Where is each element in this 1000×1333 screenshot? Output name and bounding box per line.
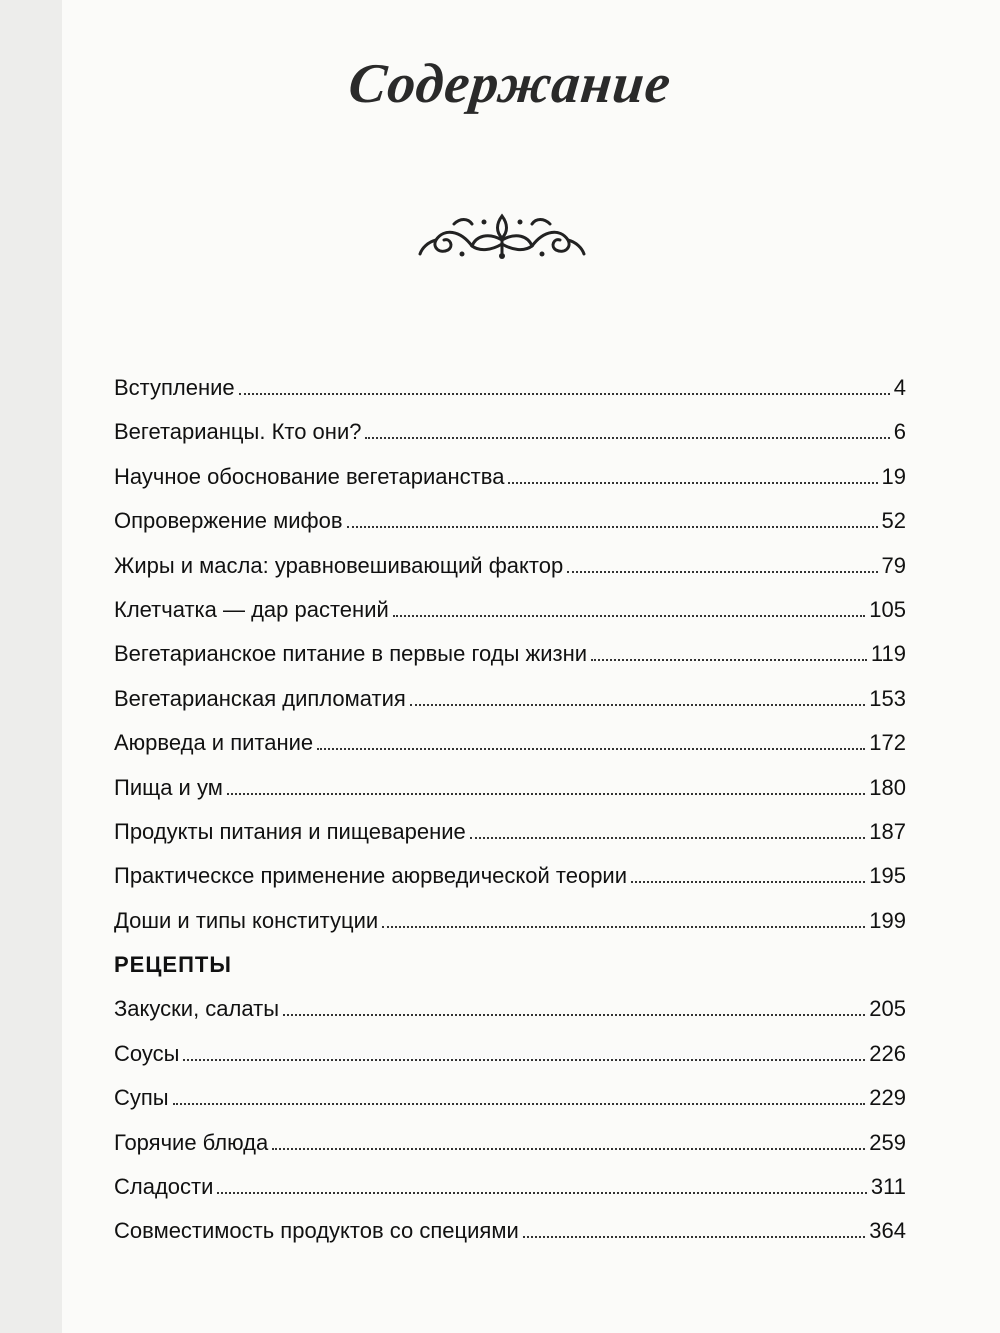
recipes-heading: РЕЦЕПТЫ	[114, 952, 232, 978]
toc-entry-page: 6	[893, 419, 906, 445]
toc-entry-title: Вегетарианское питание в первые годы жизни	[114, 641, 588, 667]
dot-leader	[523, 1236, 866, 1238]
toc-entry	[114, 1209, 906, 1253]
toc-entry	[114, 366, 906, 410]
toc-entry-page: 4	[893, 375, 906, 400]
toc-entry-title: Соусы	[114, 1040, 180, 1066]
toc-entry-title: Вегетарианская дипломатия	[114, 685, 406, 711]
toc-entry	[114, 854, 906, 898]
toc-entry-title: Практическсе применение аюрведической теории	[114, 863, 628, 889]
toc-entry-page: 199	[869, 907, 906, 933]
toc-entry-title: Горячие блюда	[114, 1129, 269, 1155]
dot-leader	[410, 704, 865, 706]
dot-leader	[567, 571, 877, 573]
toc-entry-title: Вступление	[114, 375, 235, 400]
toc-entry-page: 153	[869, 685, 906, 711]
dot-leader	[347, 526, 878, 528]
toc-entry	[114, 632, 906, 676]
page-title: Содержание	[345, 53, 675, 115]
toc-entry	[114, 410, 906, 454]
toc-entry-page: 105	[869, 596, 906, 622]
toc-entry-title: Доши и типы конституции	[114, 907, 379, 933]
dot-leader	[283, 1014, 865, 1016]
toc-entry	[114, 721, 906, 765]
toc-entry	[114, 1165, 906, 1209]
toc-entry-page: 311	[870, 1174, 906, 1200]
toc-entry-page: 195	[869, 863, 906, 889]
toc-entry-title: Жиры и масла: уравновешивающий фактор	[114, 552, 564, 578]
toc-entry-title: Научное обоснование вегетарианства	[114, 463, 505, 489]
dot-leader	[173, 1103, 866, 1105]
dot-leader	[365, 437, 889, 439]
toc-entry	[114, 1032, 906, 1076]
toc-entry	[114, 987, 906, 1031]
dot-leader	[183, 1059, 865, 1061]
toc-entry-title: Сладости	[114, 1174, 214, 1200]
toc-entry-title: Опровержение мифов	[114, 508, 343, 534]
toc-entry	[114, 455, 906, 499]
toc-entry-page: 364	[869, 1218, 906, 1244]
floral-divider-icon	[414, 210, 590, 260]
toc-entry-title: Аюрведа и питание	[114, 730, 314, 756]
dot-leader	[217, 1192, 867, 1194]
dot-leader	[272, 1148, 865, 1150]
dot-leader	[393, 615, 866, 617]
toc-entry-title: Клетчатка — дар растений	[114, 596, 389, 622]
toc-entry	[114, 677, 906, 721]
dot-leader	[382, 926, 865, 928]
toc-entry-page: 172	[869, 730, 906, 756]
toc-entry	[114, 588, 906, 632]
toc-entry-title: Продукты питания и пищеварение	[114, 818, 466, 844]
toc-entry	[114, 544, 906, 588]
toc-entry-page: 119	[870, 641, 906, 667]
toc-entry-page: 19	[881, 463, 906, 489]
toc-entry	[114, 1076, 906, 1120]
toc-entry-page: 229	[869, 1085, 906, 1111]
dot-leader	[631, 881, 865, 883]
toc-entry	[114, 1121, 906, 1165]
dot-leader	[591, 659, 867, 661]
toc-entry	[114, 899, 906, 943]
toc-entry-title: Пища и ум	[114, 774, 223, 800]
toc-entry-page: 79	[881, 552, 906, 578]
dot-leader	[317, 748, 865, 750]
table-of-contents	[114, 366, 906, 1254]
toc-entry	[114, 810, 906, 854]
toc-entry-page: 180	[869, 774, 906, 800]
toc-entry-title: Закуски, салаты	[114, 996, 279, 1022]
dot-leader	[508, 482, 877, 484]
dot-leader	[227, 793, 865, 795]
toc-entry-page: 187	[869, 818, 906, 844]
toc-entry-title: Супы	[114, 1085, 169, 1111]
book-page	[62, 0, 1000, 1333]
toc-entry-title: Вегетарианцы. Кто они?	[114, 419, 362, 445]
dot-leader	[239, 393, 890, 395]
toc-entry	[114, 766, 906, 810]
toc-entry-page: 259	[869, 1129, 906, 1155]
toc-entry	[114, 499, 906, 543]
toc-entry-title: Совместимость продуктов со специями	[114, 1218, 519, 1244]
toc-entry-page: 52	[881, 508, 906, 534]
toc-entry-page: 205	[869, 996, 906, 1022]
dot-leader	[470, 837, 866, 839]
toc-entry-page: 226	[869, 1040, 906, 1066]
